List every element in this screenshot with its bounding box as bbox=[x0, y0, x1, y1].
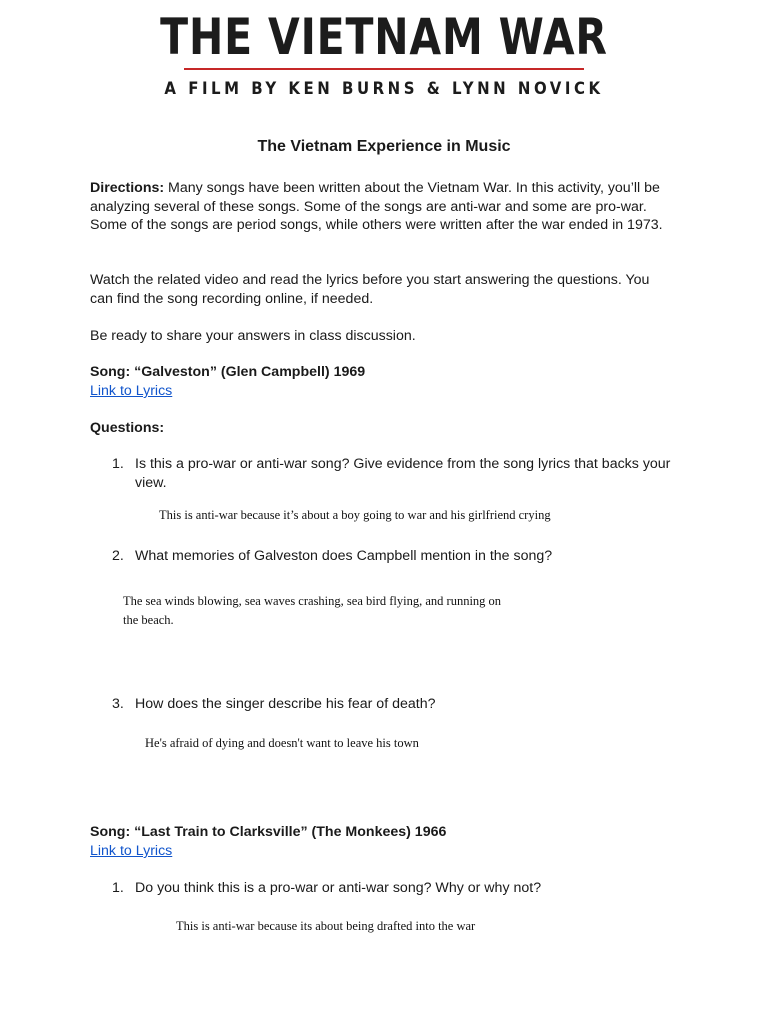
question-2-galveston bbox=[112, 547, 672, 566]
document-title: The Vietnam Experience in Music bbox=[257, 138, 511, 155]
question-text: Is this a pro-war or anti-war song? Give evidence from the song lyrics that backs your view. bbox=[135, 456, 671, 491]
questions-label: Questions: bbox=[90, 420, 165, 436]
instruction-watch: Watch the related video and read the lyrics before you start answering the questions. You can find the song recording online, if needed. bbox=[90, 272, 650, 307]
answer-1-galveston: This is anti-war because it’s about a boy going to war and his girlfriend crying bbox=[159, 508, 551, 522]
lyrics-link-galveston[interactable]: Link to Lyrics bbox=[90, 383, 173, 399]
answer-line: The sea winds blowing, sea waves crashing, sea bird flying, and running on bbox=[123, 594, 502, 608]
instruction-share: Be ready to share your answers in class discussion. bbox=[90, 328, 416, 344]
question-number: 1. bbox=[112, 880, 124, 896]
answer-3-galveston: He's afraid of dying and doesn't want to leave his town bbox=[145, 736, 419, 750]
question-1-clarksville bbox=[112, 879, 672, 898]
question-number: 2. bbox=[112, 548, 124, 564]
logo-divider bbox=[184, 68, 584, 70]
question-1-galveston bbox=[112, 455, 672, 492]
directions-label: Directions: bbox=[90, 180, 165, 196]
song-heading-clarksville: Song: “Last Train to Clarksville” (The Monkees) 1966 bbox=[90, 824, 447, 840]
lyrics-link-clarksville[interactable]: Link to Lyrics bbox=[90, 843, 173, 859]
answer-1-clarksville: This is anti-war because its about being drafted into the war bbox=[176, 919, 476, 933]
question-number: 3. bbox=[112, 696, 124, 712]
song-heading-galveston: Song: “Galveston” (Glen Campbell) 1969 bbox=[90, 364, 366, 380]
directions-paragraph bbox=[90, 179, 670, 235]
question-3-galveston bbox=[112, 695, 672, 714]
logo-subtitle: A FILM BY KEN BURNS & LYNN NOVICK bbox=[164, 79, 604, 99]
answer-line: the beach. bbox=[123, 613, 174, 627]
answer-2-galveston bbox=[123, 592, 501, 630]
directions-text: Many songs have been written about the Vietnam War. In this activity, you’ll be analyzing several of these songs. Some of the songs are anti-war and some are pro-war. Some of the songs are period songs, while others were written after the war ended in 1973. bbox=[90, 180, 663, 234]
question-number: 1. bbox=[112, 456, 124, 472]
film-logo bbox=[0, 8, 768, 99]
question-text: Do you think this is a pro-war or anti-war song? Why or why not? bbox=[135, 880, 542, 896]
question-text: What memories of Galveston does Campbell mention in the song? bbox=[135, 548, 553, 564]
question-text: How does the singer describe his fear of death? bbox=[135, 696, 436, 712]
logo-title: THE VIETNAM WAR bbox=[160, 8, 608, 66]
